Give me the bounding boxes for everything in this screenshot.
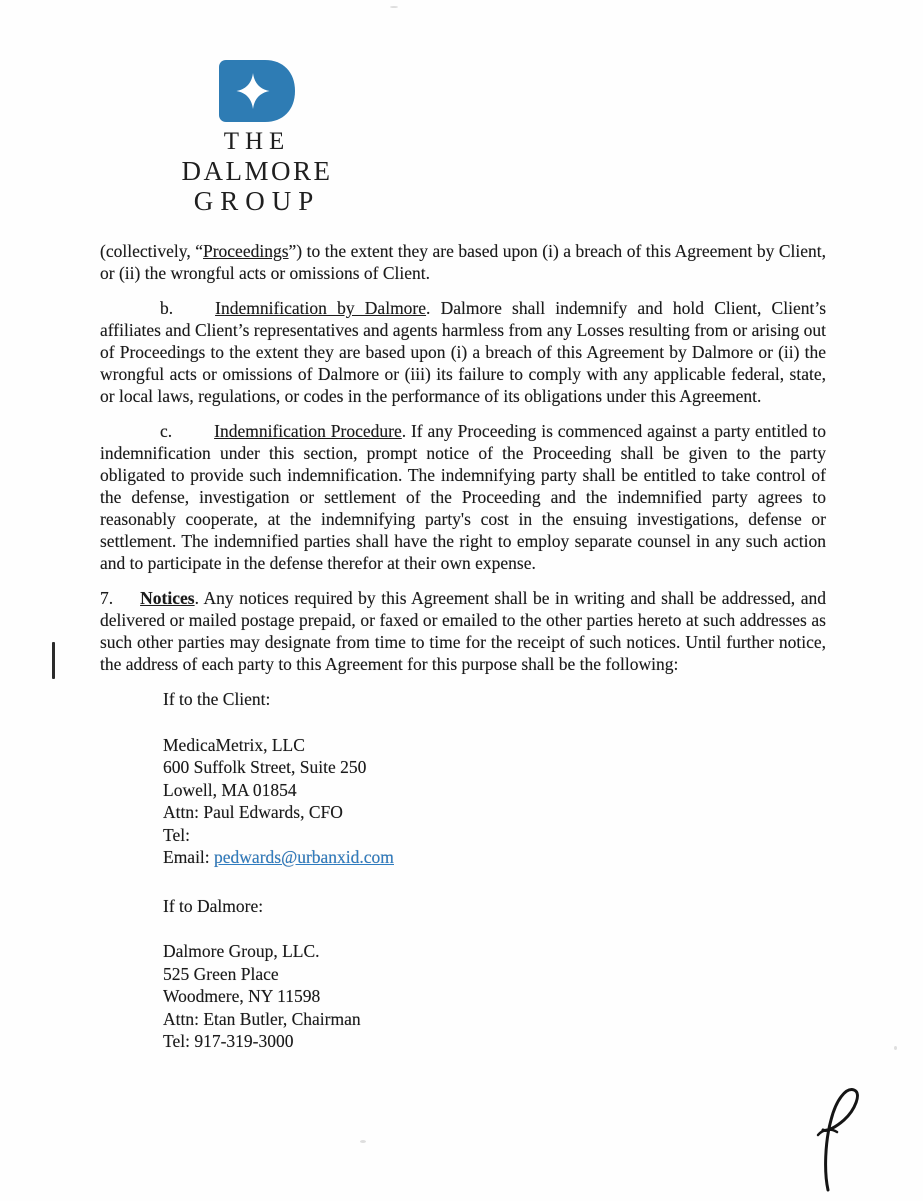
- dalmore-street: 525 Green Place: [163, 963, 279, 984]
- company-logo: [168, 60, 346, 216]
- client-attn: Attn: Paul Edwards, CFO: [163, 802, 343, 822]
- clause-c-indemnification-procedure: [100, 420, 826, 574]
- client-email-label: Email:: [163, 847, 215, 867]
- logo-text-group: GROUP: [193, 186, 321, 217]
- scan-artifact: [390, 6, 398, 8]
- client-address-block: [163, 688, 826, 869]
- dalmore-city-state-zip: Woodmere, NY 11598: [163, 986, 321, 1006]
- proceedings-term: Proceedings: [202, 241, 289, 261]
- logo-text-dalmore: DALMORE: [181, 156, 333, 186]
- client-company-name: MedicaMetrix, LLC: [163, 734, 305, 755]
- handwritten-initial-signature: [798, 1082, 882, 1194]
- client-email-link[interactable]: pedwards@urbanxid.com: [214, 847, 394, 867]
- clause-7-label: 7.: [100, 588, 114, 608]
- dalmore-d-logo-icon: [219, 60, 295, 122]
- paragraph-proceedings: [100, 240, 826, 284]
- proceedings-post: ”) to the extent they are based upon (i) a breach of this Agreement by Client, or (ii) the wrongful acts or omissions of Client.: [100, 241, 827, 283]
- logo-text-the: THE: [223, 128, 291, 155]
- dalmore-address-block: [163, 895, 826, 1053]
- dalmore-company-name: Dalmore Group, LLC.: [163, 941, 320, 961]
- clause-c-text: . If any Proceeding is commenced against a party entitled to indemnification under this section, prompt notice of the Proceeding shall be given to the party obligated to provide such indemnification. The indemnifying party shall be entitled to take control of the defense, investigation or settlement of the Proceeding and the indemnified party agrees to reasonably cooperate, at the indemnifying party's cost in the ensuing investigations, defense or settlement. The indemnified parties shall have the right to employ separate counsel in any such action and to participate in the defense therefor at their own expense.: [100, 421, 826, 573]
- scan-artifact: [894, 1046, 897, 1050]
- dalmore-tel: Tel: 917-319-3000: [163, 1031, 294, 1051]
- agreement-body: [100, 240, 826, 1079]
- client-street: 600 Suffolk Street, Suite 250: [163, 757, 367, 777]
- proceedings-pre: (collectively, “: [100, 241, 203, 261]
- clause-b-text: . Dalmore shall indemnify and hold Client, Client’s affiliates and Client’s representatives and agents harmless from any Losses resulting from or arising out of Proceedings to the extent they are based upon (i) a breach of this Agreement by Dalmore or (ii) the wrongful acts or omissions of Dalmore or (iii) its failure to comply with any applicable federal, state, or local laws, regulations, or codes in the performance of its obligations under this Agreement.: [100, 298, 827, 406]
- client-tel: Tel:: [163, 824, 190, 845]
- clause-c-label: c.: [160, 421, 173, 441]
- clause-7-heading: Notices: [140, 588, 195, 608]
- clause-b-heading: Indemnification by Dalmore: [215, 298, 427, 318]
- clause-b-label: b.: [160, 298, 174, 318]
- scan-artifact: [360, 1140, 366, 1143]
- client-email-line: [163, 846, 826, 869]
- clause-7-notices: [100, 587, 826, 675]
- dalmore-address-intro: If to Dalmore:: [163, 895, 264, 916]
- dalmore-attn: Attn: Etan Butler, Chairman: [163, 1008, 361, 1029]
- clause-7-text: . Any notices required by this Agreement shall be in writing and shall be addressed, and delivered or mailed postage prepaid, or faxed or emailed to the other parties hereto at such addresses as such other parties may designate from time to time for the receipt of such notices. Until further notice, the address of each party to this Agreement for this purpose shall be the following:: [100, 588, 826, 674]
- client-address-intro: If to the Client:: [163, 689, 271, 709]
- client-city-state-zip: Lowell, MA 01854: [163, 779, 297, 800]
- clause-c-heading: Indemnification Procedure: [214, 421, 402, 441]
- margin-revision-mark: [52, 642, 55, 679]
- clause-b-indemnification-by-dalmore: [100, 297, 826, 407]
